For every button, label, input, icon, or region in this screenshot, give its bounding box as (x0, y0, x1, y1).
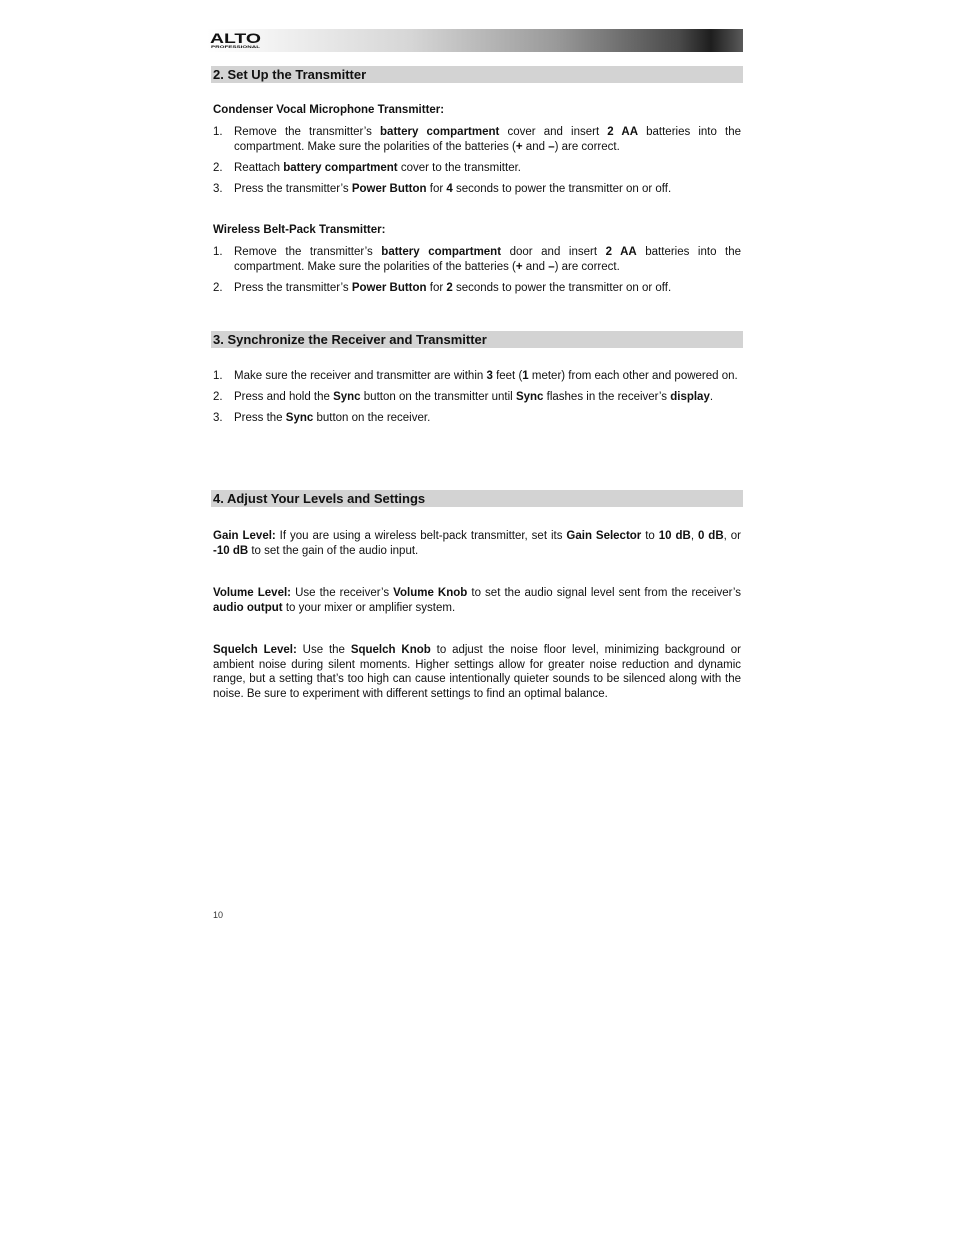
alto-logo (209, 31, 263, 49)
subheading-condenser: Condenser Vocal Microphone Transmitter: (213, 104, 445, 116)
subheading-beltpack: Wireless Belt-Pack Transmitter: (213, 224, 386, 236)
list-item: 2. Press and hold the Sync button on the transmitter until Sync flashes in the receiver’s display. (213, 391, 714, 403)
logo-text: ALTO (210, 31, 261, 46)
paragraph-squelch-level: Squelch Level: Use the Squelch Knob to adjust the noise floor level, minimizing background or ambient noise during silent moments. Higher settings allow for greater noise reduction and dynamic range, but a setting that’s too high can cause intentionally quieter sounds to be silenced along with the noise. Be sure to experiment with different settings to find an optimal balance. (213, 644, 742, 700)
list-item: 1. Remove the transmitter’s battery compartment door and insert 2 AA batteries into the compartment. Make sure the polarities of the batteries (+ and –) are correct. (213, 246, 742, 273)
paragraph-volume-level: Volume Level: Use the receiver’s Volume Knob to set the audio signal level sent from the receiver’s audio output to your mixer or amplifier system. (213, 587, 741, 614)
page-number: 10 (213, 910, 224, 920)
header-gradient-bar (207, 29, 743, 52)
list-sync-steps (213, 369, 741, 432)
list-item: 3. Press the Sync button on the receiver. (213, 412, 431, 424)
list-item: 1. Remove the transmitter’s battery compartment cover and insert 2 AA batteries into the compartment. Make sure the polarities of the batteries (+ and –) are correct. (213, 126, 742, 153)
list-item: 2. Reattach battery compartment cover to the transmitter. (213, 161, 521, 174)
paragraph-gain-level: Gain Level: If you are using a wireless belt-pack transmitter, set its Gain Selector to 10 dB, 0 dB, or -10 dB to set the gain of the audio input. (213, 530, 741, 557)
list-condenser-steps (213, 125, 741, 203)
list-item: 3. Press the transmitter’s Power Button for 4 seconds to power the transmitter on or off. (213, 182, 672, 195)
list-item: 2. Press the transmitter’s Power Button for 2 seconds to power the transmitter on or off. (213, 281, 672, 294)
section-heading-setup: 2. Set Up the Transmitter (211, 66, 743, 83)
list-beltpack-steps (213, 245, 741, 302)
section-heading-levels: 4. Adjust Your Levels and Settings (211, 490, 743, 507)
section-heading-sync: 3. Synchronize the Receiver and Transmitter (211, 331, 743, 348)
logo-subtext: PROFESSIONAL (211, 45, 262, 49)
list-item: 1. Make sure the receiver and transmitter are within 3 feet (1 meter) from each other and powered on. (213, 370, 738, 382)
